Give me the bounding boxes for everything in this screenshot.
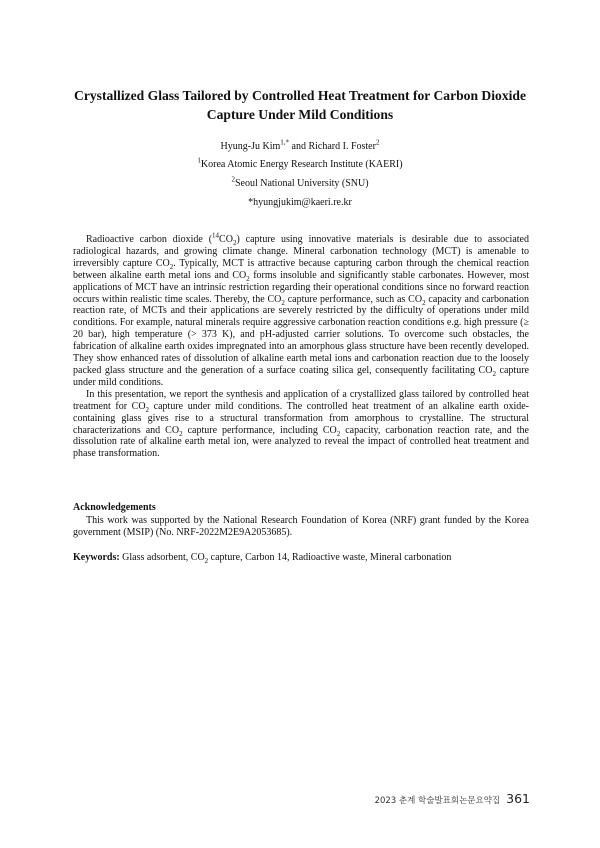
acknowledgements-heading: Acknowledgements bbox=[73, 502, 156, 513]
footer-text: 2023 춘계 학술발표회논문요약집 bbox=[374, 796, 501, 806]
affiliation-2-sup: 2 bbox=[231, 175, 235, 184]
page-number: 361 bbox=[506, 791, 530, 806]
abstract-paragraph-2: In this presentation, we report the synthesis and application of a crystallized glass tailored by controlled heat treatment for $CO_2$ capture under mild conditions. The controlled heat treatment of an alkaline earth oxide-containing glass gives rise to a structural transformation from amorphous to crystalline. The structural characterizations and $CO_2$ capture performance, including $CO_2$ capacity, carbonation reaction rate, and the dissolution rate of alkaline earth metal ion, were analyzed to reveal the impact of controlled heat treatment and phase transformation. bbox=[73, 388, 530, 460]
affiliation-2 bbox=[0, 177, 600, 190]
abstract-paragraph-1: Radioactive carbon dioxide $(^{14}CO_2)$ capture using innovative materials is desirable due to associated radiological hazards, and growing climate change. Mineral carbonation technology (MCT) is amenable to irreversibly capture $CO_2$. Typically, MCT is attractive because capturing carbon through the chemical reaction between alkaline earth metal ions and $CO_2$ forms insoluble and significantly stable carbonates. However, most applications of MCT have an intrinsic restriction regarding their operational conditions since no forward reaction occurs within realistic time scales. Thereby, the $CO_2$ capture performance, such as $CO_2$ capacity and carbonation reaction rate, of MCTs and their applications are severely restricted by the difficulty of operations under mild conditions. For example, natural minerals require aggressive carbonation reaction conditions e.g. high pressure (≥ 20 bar), high temperature (> 373 K), and pH-adjusted carrier solutions. To overcome such obstacles, the fabrication of alkaline earth oxides impregnated into an amorphous glass structure have been recently developed. They show enhanced rates of dissolution of alkaline earth metal ions and carbonation reaction due to the loosely packed glass structure and the generation of a surface coating silica gel, consequently facilitating $CO_2$ capture under mild conditions. bbox=[73, 231, 530, 388]
acknowledgements-text: This work was supported by the National Research Foundation of Korea (NRF) grant funded by the Korea government (MSIP) (No. NRF-2022M2E9A2053685). bbox=[73, 515, 529, 538]
keywords-line: Keywords: Glass adsorbent, $CO_2$ capture, Carbon 14, Radioactive waste, Mineral carbonation bbox=[73, 552, 452, 565]
keywords-label: Keywords: bbox=[73, 552, 120, 563]
author-1: Hyung-Ju Kim bbox=[220, 141, 281, 152]
page-footer bbox=[375, 791, 530, 806]
author-1-sup: 1,* bbox=[280, 138, 290, 147]
affiliation-1 bbox=[0, 158, 600, 171]
authors-and: and bbox=[289, 141, 309, 152]
authors-line bbox=[0, 140, 600, 153]
author-2-sup: 2 bbox=[375, 138, 380, 147]
affiliation-1-sup: 1 bbox=[197, 156, 201, 165]
author-2: Richard I. Foster bbox=[308, 141, 376, 152]
affiliation-1-text: Korea Atomic Energy Research Institute (KAERI) bbox=[200, 159, 403, 170]
affiliation-2-text: Seoul National University (SNU) bbox=[234, 178, 369, 189]
acknowledgements-body bbox=[73, 515, 529, 539]
paper-title: Crystallized Glass Tailored by Controlled Heat Treatment for Carbon Dioxide Capture Under Mild Conditions bbox=[74, 88, 526, 122]
abstract-body bbox=[73, 231, 530, 460]
author-email: *hyungjukim@kaeri.re.kr bbox=[248, 197, 352, 208]
